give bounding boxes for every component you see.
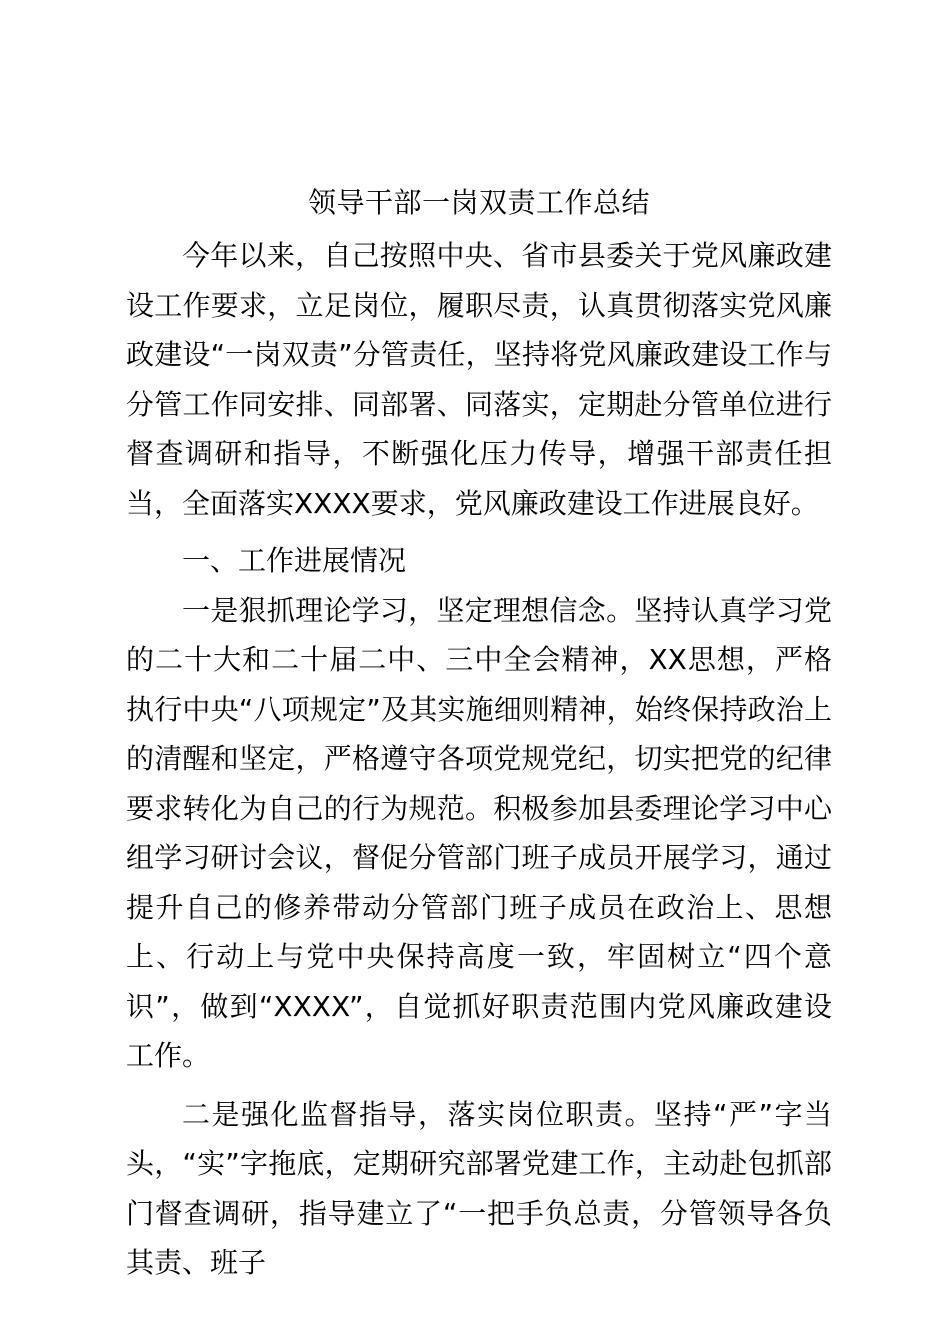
document-title: 领导干部一岗双责工作总结 [307, 186, 650, 219]
paragraph-item-2: 二是强化监督指导，落实岗位职责。坚持“严”字当头，“实”字拖底，定期研究部署党建工作，主动赴包抓部门督查调研，指导建立了“一把手负总责，分管领导各负其责、班子 [126, 1097, 832, 1279]
paragraph-item-1: 一是狠抓理论学习，坚定理想信念。坚持认真学习党的二十大和二十届二中、三中全会精神，XX思想，严格执行中央“八项规定”及其实施细则精神，始终保持政治上的清醒和坚定，严格遵守各项党规党纪，切实把党的纪律要求转化为自己的行为规范。积极参加县委理论学习中心组学习研讨会议，督促分管部门班子成员开展学习，通过提升自己的修养带动分管部门班子成员在政治上、思想上、行动上与党中央保持高度一致，牢固树立“四个意识”，做到“XXXX”，自觉抓好职责范围内党风廉政建设工作。 [126, 593, 832, 1072]
document-page [126, 183, 832, 1288]
intro-paragraph: 今年以来，自己按照中央、省市县委关于党风廉政建设工作要求，立足岗位，履职尽责，认真贯彻落实党风廉政建设“一岗双责”分管责任，坚持将党风廉政建设工作与分管工作同安排、同部署、同落实，定期赴分管单位进行督查调研和指导，不断强化压力传导，增强干部责任担当，全面落实XXXX要求，党风廉政建设工作进展良好。 [126, 239, 832, 520]
section-heading: 一、工作进展情况 [182, 544, 407, 577]
